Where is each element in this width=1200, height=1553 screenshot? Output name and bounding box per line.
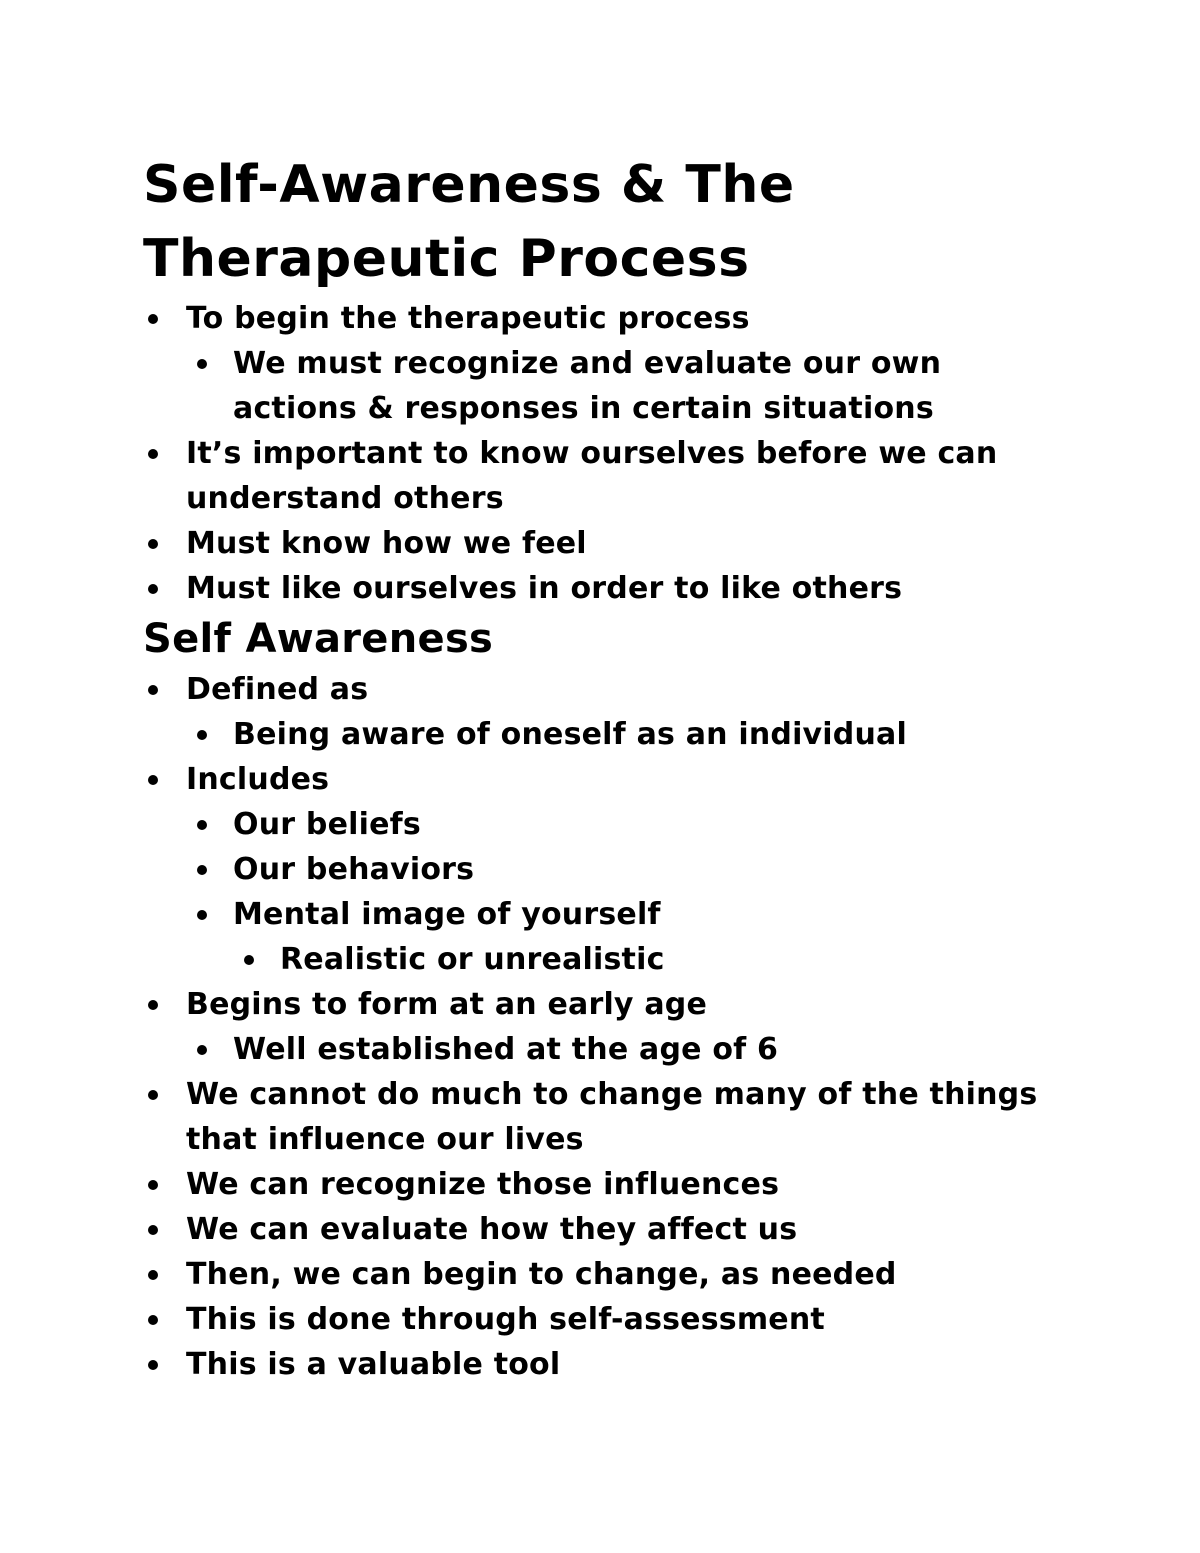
bullet-icon <box>148 1000 158 1010</box>
list-item-text: This is a valuable tool <box>186 1347 561 1382</box>
list-item-text: Then, we can begin to change, as needed <box>186 1257 897 1292</box>
list-item <box>143 1027 1073 1072</box>
list-item-text: Must know how we feel <box>186 526 587 561</box>
list-item-text: We must recognize and evaluate our own actions & responses in certain situations <box>233 346 942 426</box>
list-item <box>143 566 1073 611</box>
list-item <box>143 341 1073 431</box>
list-item-text: Realistic or unrealistic <box>280 942 665 977</box>
bullet-icon <box>148 584 158 594</box>
bullet-icon <box>148 1180 158 1190</box>
list-item-text: Mental image of yourself <box>233 897 661 932</box>
list-item-text: Defined as <box>186 672 369 707</box>
list-item <box>143 667 1073 712</box>
list-item-text: Being aware of oneself as an individual <box>233 717 907 752</box>
bullet-icon <box>197 1045 207 1055</box>
list-item <box>143 521 1073 566</box>
list-item-text: Well established at the age of 6 <box>233 1032 779 1067</box>
list-item-text: This is done through self-assessment <box>186 1302 825 1337</box>
list-item <box>143 431 1073 521</box>
bullet-icon <box>148 1225 158 1235</box>
bullet-icon <box>197 865 207 875</box>
section1-list <box>143 296 1073 611</box>
list-item-text: Includes <box>186 762 330 797</box>
bullet-icon <box>148 1360 158 1370</box>
list-item <box>143 712 1073 757</box>
document-title: Self-Awareness & The Therapeutic Process <box>143 155 795 289</box>
bullet-icon <box>148 775 158 785</box>
bullet-icon <box>197 359 207 369</box>
bullet-icon <box>148 1090 158 1100</box>
list-item-text: It’s important to know ourselves before we can understand others <box>186 436 998 516</box>
list-item <box>143 937 1073 982</box>
list-item-text: Begins to form at an early age <box>186 987 707 1022</box>
list-item <box>143 847 1073 892</box>
bullet-icon <box>148 539 158 549</box>
list-item <box>143 296 1073 341</box>
list-item <box>143 892 1073 937</box>
list-item-text: To begin the therapeutic process <box>186 301 750 336</box>
list-item-text: We can evaluate how they affect us <box>186 1212 798 1247</box>
list-item <box>143 802 1073 847</box>
list-item <box>143 757 1073 802</box>
list-item-text: We cannot do much to change many of the things that influence our lives <box>186 1077 1038 1157</box>
bullet-icon <box>148 685 158 695</box>
section2-list <box>143 667 1073 1387</box>
list-item-text: Must like ourselves in order to like others <box>186 571 903 606</box>
bullet-icon <box>148 449 158 459</box>
bullet-icon <box>244 955 254 965</box>
list-item <box>143 1342 1073 1387</box>
bullet-icon <box>197 820 207 830</box>
list-item <box>143 982 1073 1027</box>
document-content <box>143 148 1073 1387</box>
bullet-icon <box>148 1270 158 1280</box>
list-item-text: Our beliefs <box>233 807 421 842</box>
list-item-text: We can recognize those influences <box>186 1167 780 1202</box>
bullet-icon <box>197 910 207 920</box>
list-item <box>143 1072 1073 1162</box>
list-item-text: Our behaviors <box>233 852 475 887</box>
bullet-icon <box>148 1315 158 1325</box>
list-item <box>143 1297 1073 1342</box>
list-item <box>143 1162 1073 1207</box>
list-item <box>143 1252 1073 1297</box>
bullet-icon <box>148 314 158 324</box>
bullet-icon <box>197 730 207 740</box>
list-item <box>143 1207 1073 1252</box>
section-heading: Self Awareness <box>143 616 494 662</box>
